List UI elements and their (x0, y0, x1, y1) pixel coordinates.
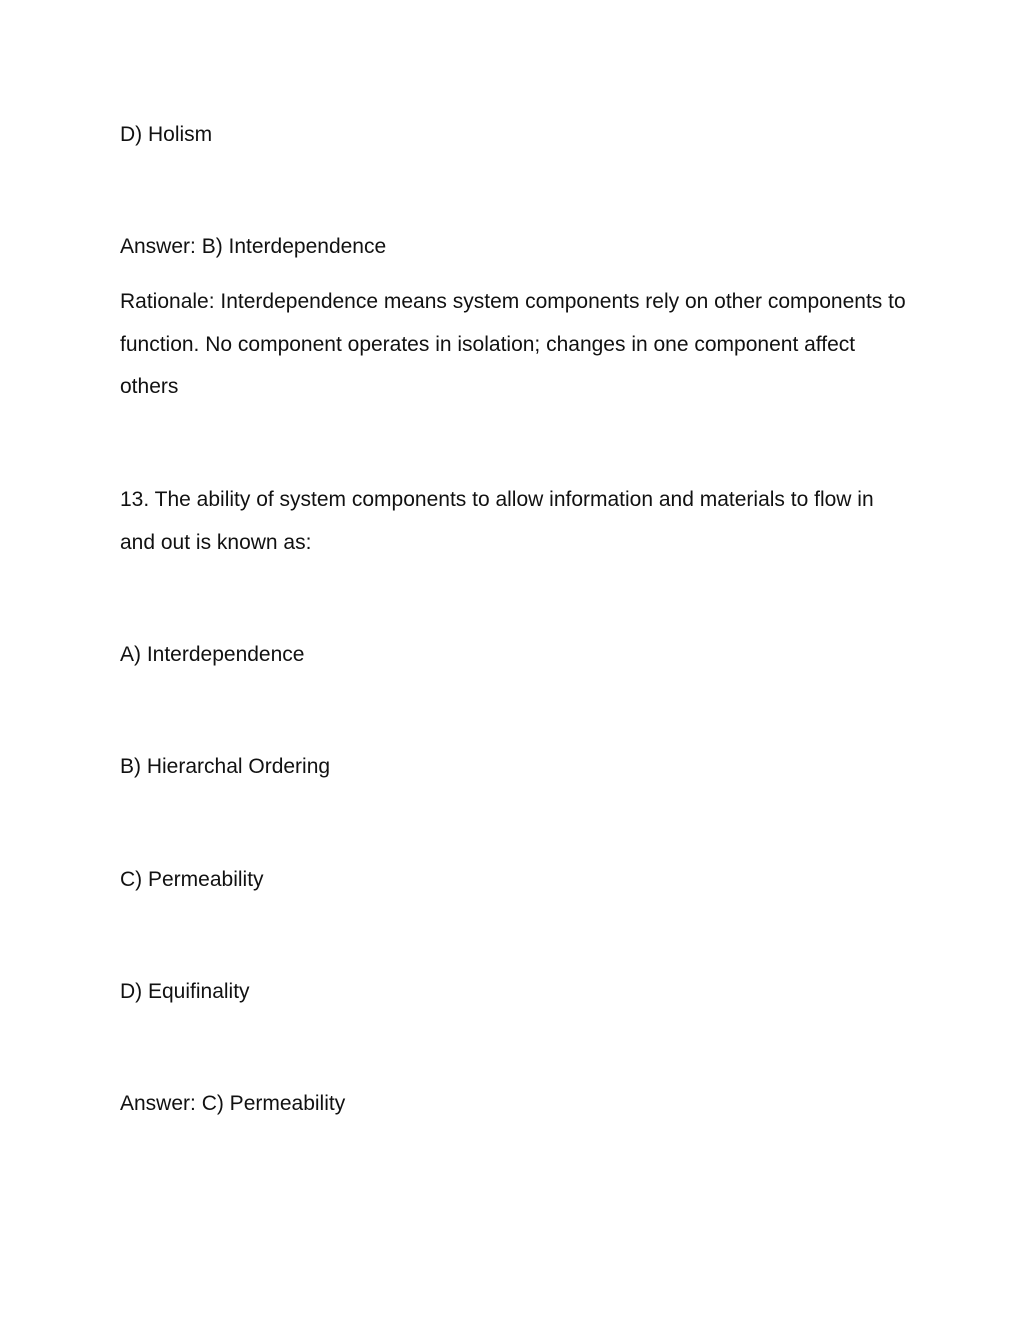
question-13-option-d: D) Equifinality (120, 980, 250, 1003)
question-13-stem: 13. The ability of system components to allow information and materials to flow in and out is known as: (120, 488, 874, 554)
question-13-option-a: A) Interdependence (120, 643, 305, 666)
prev-option-d: D) Holism (120, 123, 213, 146)
question-13-answer: Answer: C) Permeability (120, 1092, 346, 1115)
prev-rationale: Rationale: Interdependence means system components rely on other components to function. No component operates in isolation; changes in one component affect others (120, 290, 906, 398)
prev-answer: Answer: B) Interdependence (120, 235, 387, 258)
question-13-option-b: B) Hierarchal Ordering (120, 755, 331, 778)
question-13-option-c: C) Permeability (120, 868, 264, 891)
